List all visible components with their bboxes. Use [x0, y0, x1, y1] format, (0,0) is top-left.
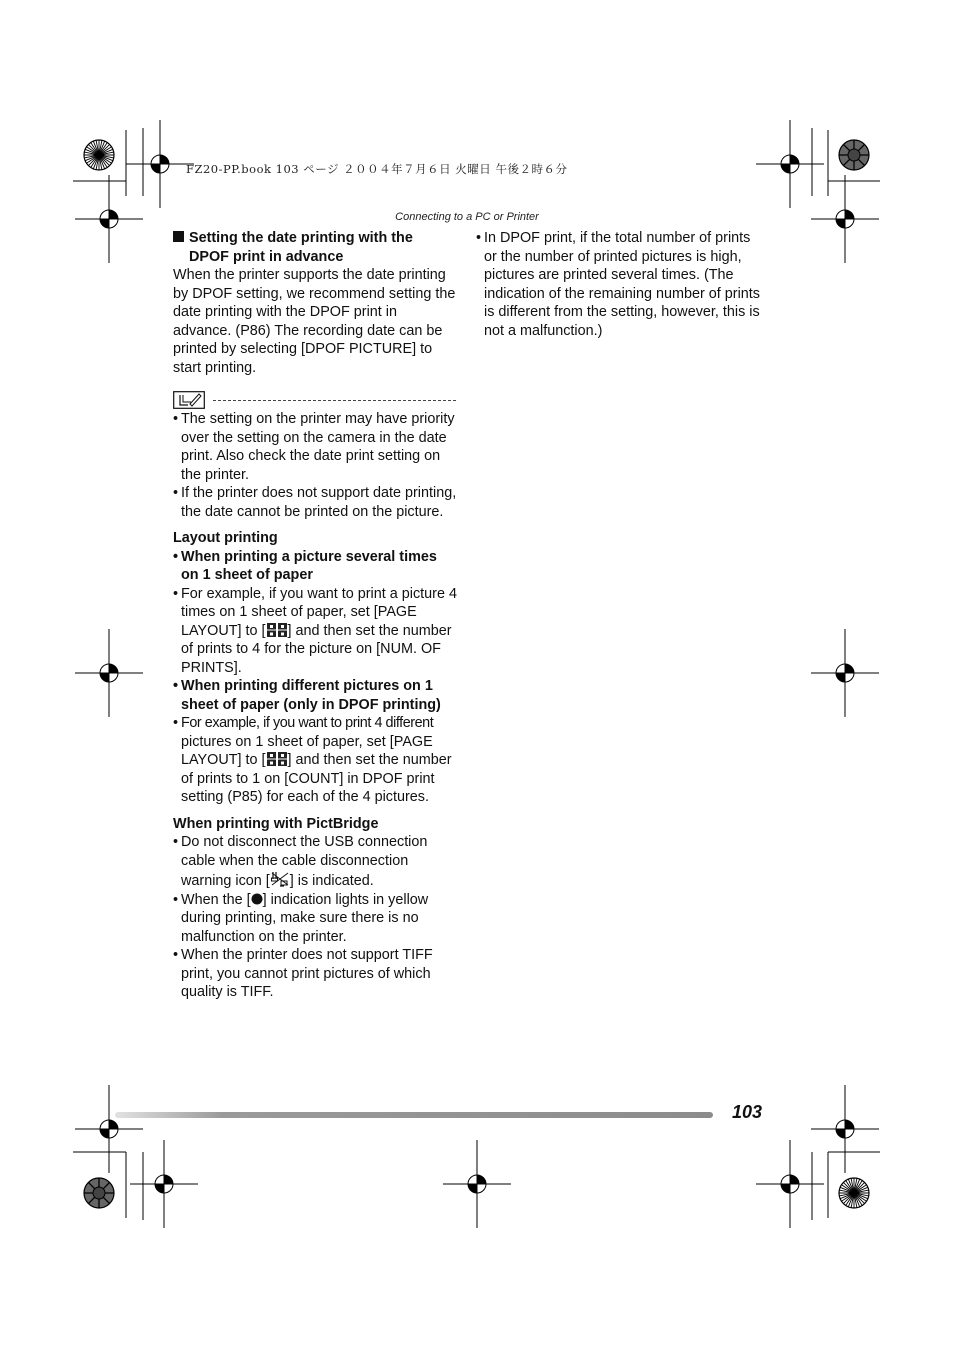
section-heading-date-printing: Setting the date printing with the DPOF print in advance [173, 229, 458, 266]
layout-item-body: • For example, if you want to print 4 different pictures on 1 sheet of paper, set [PAGE LAYOUT] to [ ] and then set the number of prints to 1 on [COUNT] in DPOF print setting (P85) for each of the 4 pictures. [173, 714, 458, 807]
note-bullet: • If the printer does not support date printing, the date cannot be printed on the picture. [173, 484, 458, 521]
square-bullet-icon [173, 231, 184, 242]
footer-gradient-bar [115, 1112, 713, 1118]
status-indicator-dot-icon [251, 893, 263, 905]
memo-note-icon [173, 391, 205, 409]
running-head: Connecting to a PC or Printer [395, 211, 539, 223]
pictbridge-bullet: • When the printer does not support TIFF print, you cannot print pictures of which quality is TIFF. [173, 946, 458, 1002]
cable-disconnection-warning-icon [270, 870, 290, 888]
layout-item-body: • For example, if you want to print a picture 4 times on 1 sheet of paper, set [PAGE LAYOUT] to [ ] and then set the number of prints to 4 for the picture on [NUM. OF PRINTS]. [173, 585, 458, 678]
page-number: 103 [731, 1102, 762, 1122]
layout-item-title: • When printing different pictures on 1 sheet of paper (only in DPOF printing) [173, 677, 458, 714]
left-column [173, 229, 458, 1002]
dpof-note-bullet: • In DPOF print, if the total number of prints or the number of printed pictures is high, pictures are printed several times. (The indication of the remaining number of prints is different from the setting, however, this is not a malfunction.) [476, 229, 766, 340]
book-file-info: FZ20-PP.book 103 ページ ２００４年７月６日 火曜日 午後２時６分 [186, 162, 568, 176]
right-column [476, 229, 766, 340]
page-layout-4up-icon [266, 751, 288, 767]
pictbridge-bullet: • When the [ ] indication lights in yellow during printing, make sure there is no malfunction on the printer. [173, 891, 458, 947]
page-layout-4up-icon [266, 622, 288, 638]
note-separator [173, 390, 458, 410]
layout-item-title: • When printing a picture several times on 1 sheet of paper [173, 548, 458, 585]
note-bullet: • The setting on the printer may have priority over the setting on the camera in the date print. Also check the date print setting on the printer. [173, 410, 458, 484]
pictbridge-heading: When printing with PictBridge [173, 815, 379, 832]
layout-printing-heading: Layout printing [173, 530, 278, 546]
note-dashed-line [213, 400, 456, 401]
pictbridge-bullet: • Do not disconnect the USB connection cable when the cable disconnection warning icon [ ] is indicated. [173, 833, 458, 891]
date-printing-body: When the printer supports the date printing by DPOF setting, we recommend setting the date printing with the DPOF print in advance. (P86) The recording date can be printed by selecting [DPOF PICTURE] to start printing. [173, 267, 456, 376]
